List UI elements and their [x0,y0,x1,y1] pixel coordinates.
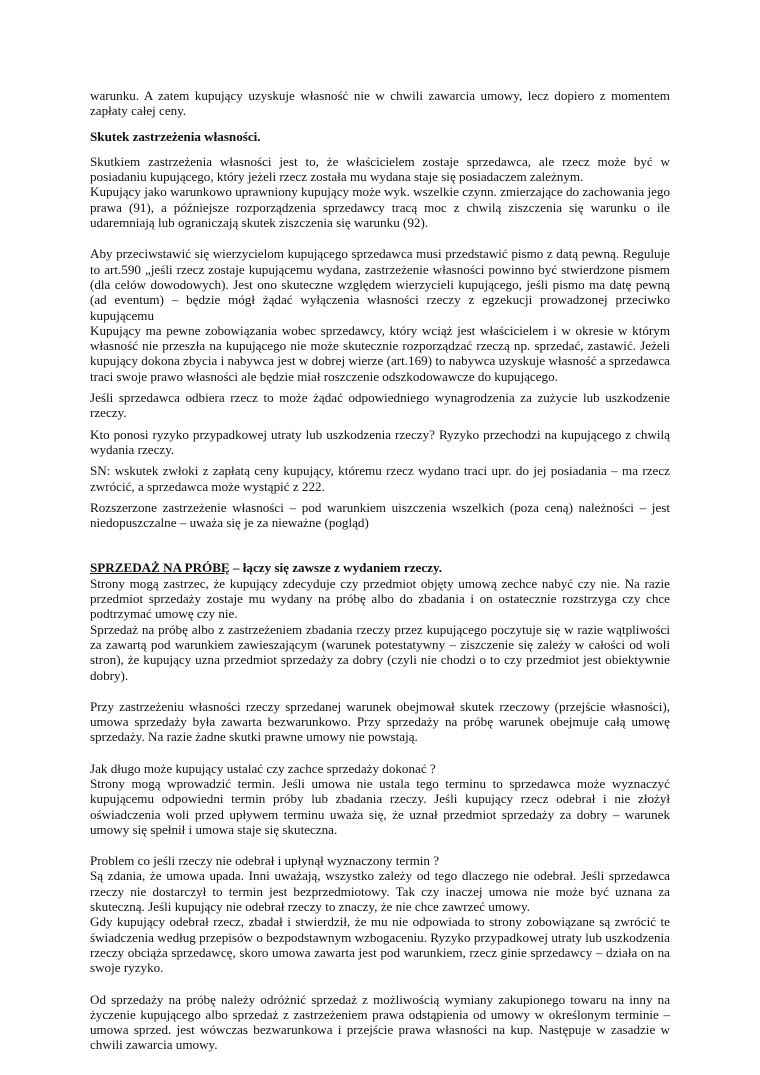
paragraph: Sprzedaż na próbę albo z zastrzeżeniem zbadania rzeczy przez kupującego poczytuje się w razie wątpliwości za zawartą pod warunkiem zawieszającym (warunek potestatywny – ziszczenie się zależy w całości od woli stron), że kupujący uzna przedmiot sprzedaży za dobry (czyli nie chodzi o to czy przedmiot jest obiektywnie dobry). [90,621,670,683]
paragraph: Kupujący jako warunkowo uprawniony kupujący może wyk. wszelkie czynn. zmierzające do zachowania jego prawa (91), a późniejsze rozporządzenia sprzedawcy tracą moc z chwilą ziszczenia się warunku o ile udaremniają lub ograniczają skutek ziszczenia się warunku (92). [90,184,670,231]
paragraph: SN: wskutek zwłoki z zapłatą ceny kupujący, któremu rzecz wydano traci upr. do jej posiadania – ma rzecz zwrócić, a sprzedawca może wystąpić z 222. [90,463,670,494]
paragraph: Są zdania, że umowa upada. Inni uważają, wszystko zależy od tego dlaczego nie odebrał. Jeśli sprzedawca rzeczy nie dostarczył to termin jest bezprzedmiotowy. Tak czy inaczej umowa nie może być uznana za skuteczną. Jeśli kupujący nie odebrał rzeczy to znaczy, że nie chce zawrzeć umowy. [90,868,670,915]
section-heading: Skutek zastrzeżenia własności. [90,128,261,144]
paragraph: Gdy kupujący odebrał rzecz, zbadał i stwierdził, że mu nie odpowiada to strony zobowiązane są zwrócić te świadczenia według przepisów o bezpodstawnym wzbogaceniu. Ryzyko przypadkowej utraty lub uszkodzenia rzeczy obciąża sprzedawcę, skoro umowa zawarta jest pod warunkiem, rzecz ginie sprzedawcy – działa on na swoje ryzyko. [90,914,670,976]
paragraph: Kupujący ma pewne zobowiązania wobec sprzedawcy, który wciąż jest właścicielem i w okresie w którym własność nie przeszła na kupującego nie może skutecznie rozporządzać rzeczą np. sprzedać, zastawić. Jeżeli kupujący dokona zbycia i nabywca jest w dobrej wierze (art.169) to nabywca uzyskuje własność a sprzedawca traci swoje prawo własności ale będzie miał roszczenie odszkodowawcze do kupującego. [90,322,670,384]
heading-rest: – łączy się zawsze z wydaniem rzeczy. [229,560,443,576]
paragraph: Od sprzedaży na próbę należy odróżnić sprzedaż z możliwością wymiany zakupionego towaru na inny na życzenie kupującego albo sprzedaż z zastrzeżeniem prawa odstąpienia od umowy w określonym terminie – umowa sprzed. jest wówczas bezwarunkowa i przejście prawa własności na kup. Następuje w zasadzie w chwili zawarcia umowy. [90,991,670,1053]
paragraph: warunku. A zatem kupujący uzyskuje własność nie w chwili zawarcia umowy, lecz dopiero z momentem zapłaty całej ceny. [90,88,670,119]
paragraph: Kto ponosi ryzyko przypadkowej utraty lub uszkodzenia rzeczy? Ryzyko przechodzi na kupującego z chwilą wydania rzeczy. [90,426,670,457]
paragraph: Skutkiem zastrzeżenia własności jest to, że właścicielem zostaje sprzedawca, ale rzecz może być w posiadaniu kupującego, który jeżeli rzecz została mu wydana staje się posiadaczem zależnym. [90,153,670,185]
paragraph: Strony mogą wprowadzić termin. Jeśli umowa nie ustala tego terminu to sprzedawca może wyznaczyć kupującemu odpowiedni termin próby lub zbadania rzeczy. Jeśli kupujący rzecz odebrał i nie złożył oświadczenia woli przed upływem terminu uważa się, że uznał przedmiot sprzedaży za dobry – warunek umowy się spełnił i umowa staje się skuteczna. [90,775,670,837]
paragraph: Jak długo może kupujący ustalać czy zachce sprzedaży dokonać ? [90,760,436,776]
paragraph: Przy zastrzeżeniu własności rzeczy sprzedanej warunek obejmował skutek rzeczowy (przejście własności), umowa sprzedaży była zawarta bezwarunkowo. Przy sprzedaży na próbę warunek obejmuje całą umowę sprzedaży. Na razie żadne skutki prawne umowy nie powstają. [90,698,670,745]
heading-underlined: SPRZEDAŻ NA PRÓBĘ [90,560,230,576]
paragraph: Rozszerzone zastrzeżenie własności – pod warunkiem uiszczenia wszelkich (poza ceną) należności – jest niedopuszczalne – uważa się je za nieważne (pogląd) [90,499,670,531]
section-heading [90,560,670,575]
paragraph: Jeśli sprzedawca odbiera rzecz to może żądać odpowiedniego wynagrodzenia za zużycie lub uszkodzenie rzeczy. [90,390,670,421]
paragraph: Aby przeciwstawić się wierzycielom kupującego sprzedawca musi przedstawić pismo z datą pewną. Reguluje to art.590 „jeśli rzecz zostaje kupującemu wydana, zastrzeżenie własności powinno być stwierdzone pismem (dla celów dowodowych). Jest ono skuteczne względem wierzycieli kupującego, jeśli pismo ma datę pewną (ad eventum) – będzie mógł żądać wyłączenia własności rzeczy z egzekucji prowadzonej przeciwko kupującemu [90,246,670,323]
paragraph: Problem co jeśli rzeczy nie odebrał i upłynął wyznaczony termin ? [90,853,440,869]
paragraph: Strony mogą zastrzec, że kupujący zdecyduje czy przedmiot objęty umową zechce nabyć czy nie. Na razie przedmiot sprzedaży zostaje mu wydany na próbę albo do zbadania i on ostatecznie rozstrzyga czy chce podtrzymać umowę czy nie. [90,575,670,622]
